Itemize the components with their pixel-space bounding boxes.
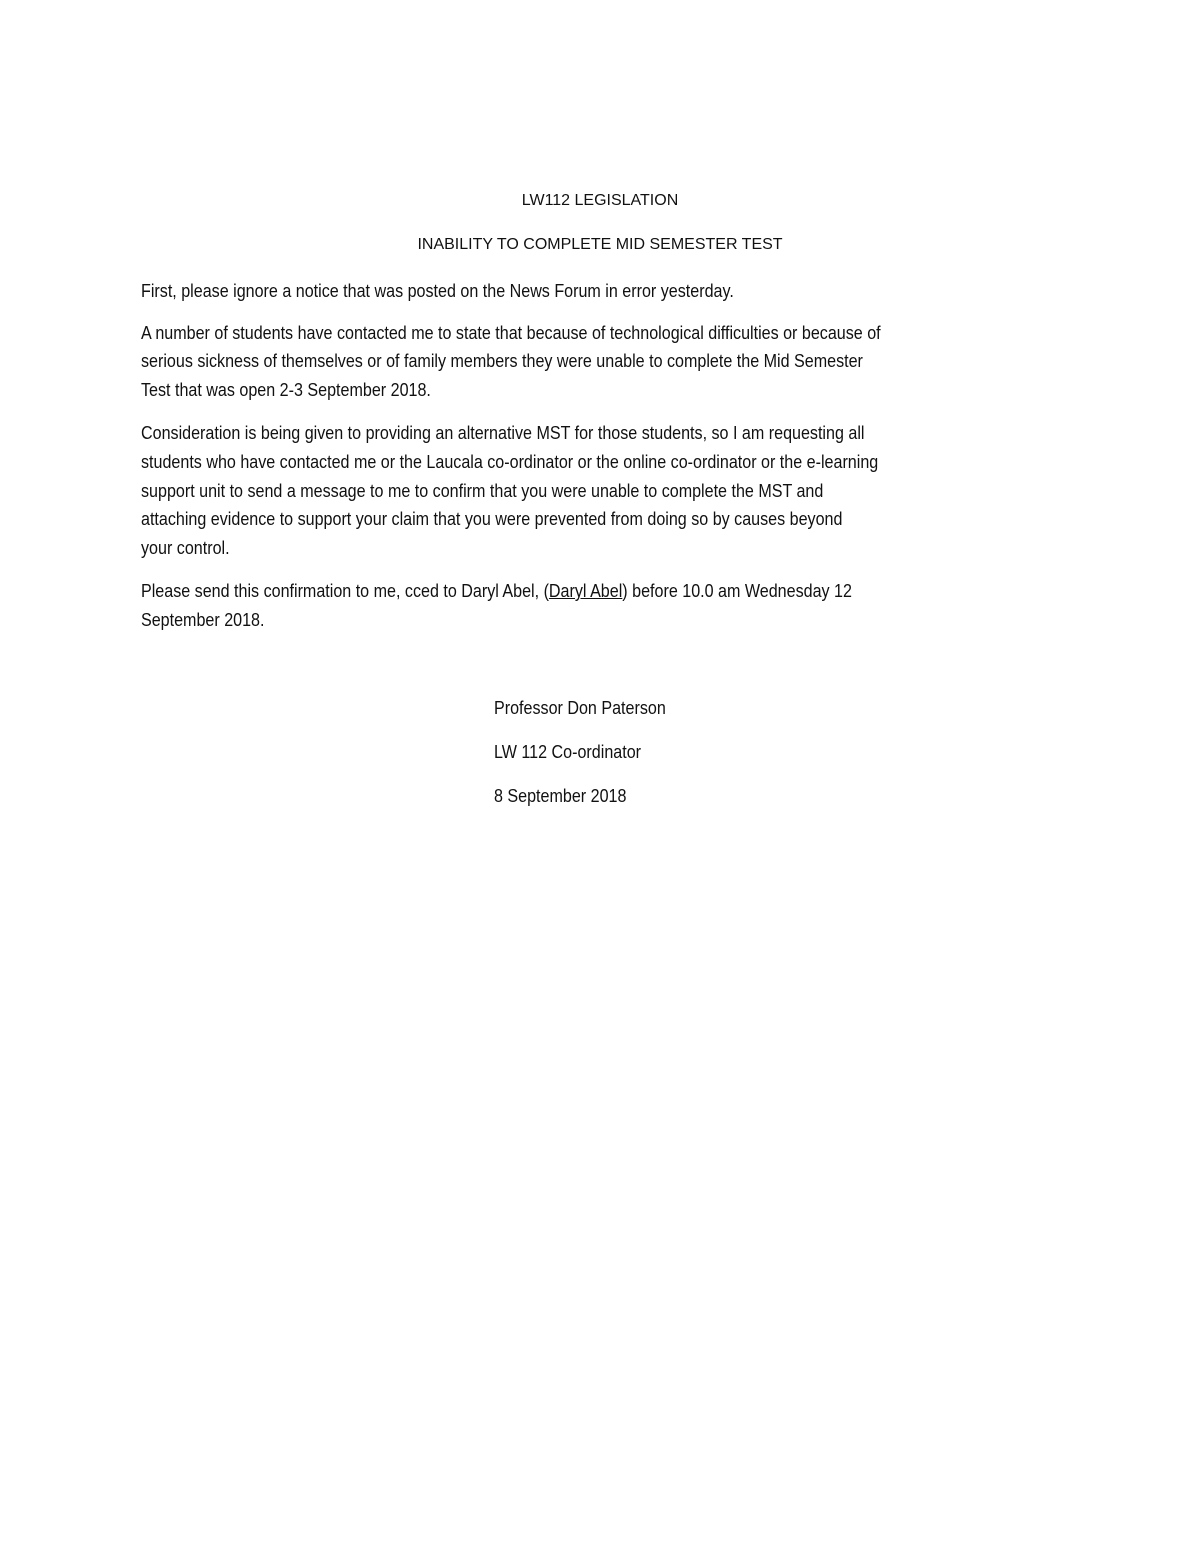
- signature-date: 8 September 2018: [494, 785, 627, 806]
- signature-name: Professor Don Paterson: [494, 697, 666, 718]
- paragraph-line: students who have contacted me or the Laucala co-ordinator or the online co-ordinator or the e-learning: [141, 451, 879, 472]
- text: Please send this confirmation to me, cced to Daryl Abel, (: [141, 580, 549, 601]
- paragraph-line: [141, 580, 852, 602]
- course-title: LW112 LEGISLATION: [521, 192, 679, 209]
- paragraph-notice-error: First, please ignore a notice that was posted on the News Forum in error yesterday.: [141, 280, 734, 301]
- notice-subject: INABILITY TO COMPLETE MID SEMESTER TEST: [417, 236, 783, 253]
- paragraph-line: Consideration is being given to providing an alternative MST for those students, so I am requesting all: [141, 422, 865, 443]
- paragraph-line: Test that was open 2-3 September 2018.: [141, 379, 431, 400]
- paragraph-line: your control.: [141, 537, 230, 558]
- signature-role: LW 112 Co-ordinator: [494, 741, 642, 762]
- paragraph-line: A number of students have contacted me to state that because of technological difficulties or because of: [141, 322, 881, 343]
- text: ) before 10.0 am Wednesday 12: [622, 580, 852, 601]
- daryl-abel-email-link[interactable]: Daryl Abel: [548, 580, 623, 601]
- paragraph-line: attaching evidence to support your claim that you were prevented from doing so by causes beyond: [141, 508, 843, 529]
- paragraph-line: serious sickness of themselves or of family members they were unable to complete the Mid Semester: [141, 350, 863, 371]
- paragraph-line: September 2018.: [141, 609, 265, 630]
- paragraph-line: support unit to send a message to me to confirm that you were unable to complete the MST and: [141, 480, 824, 501]
